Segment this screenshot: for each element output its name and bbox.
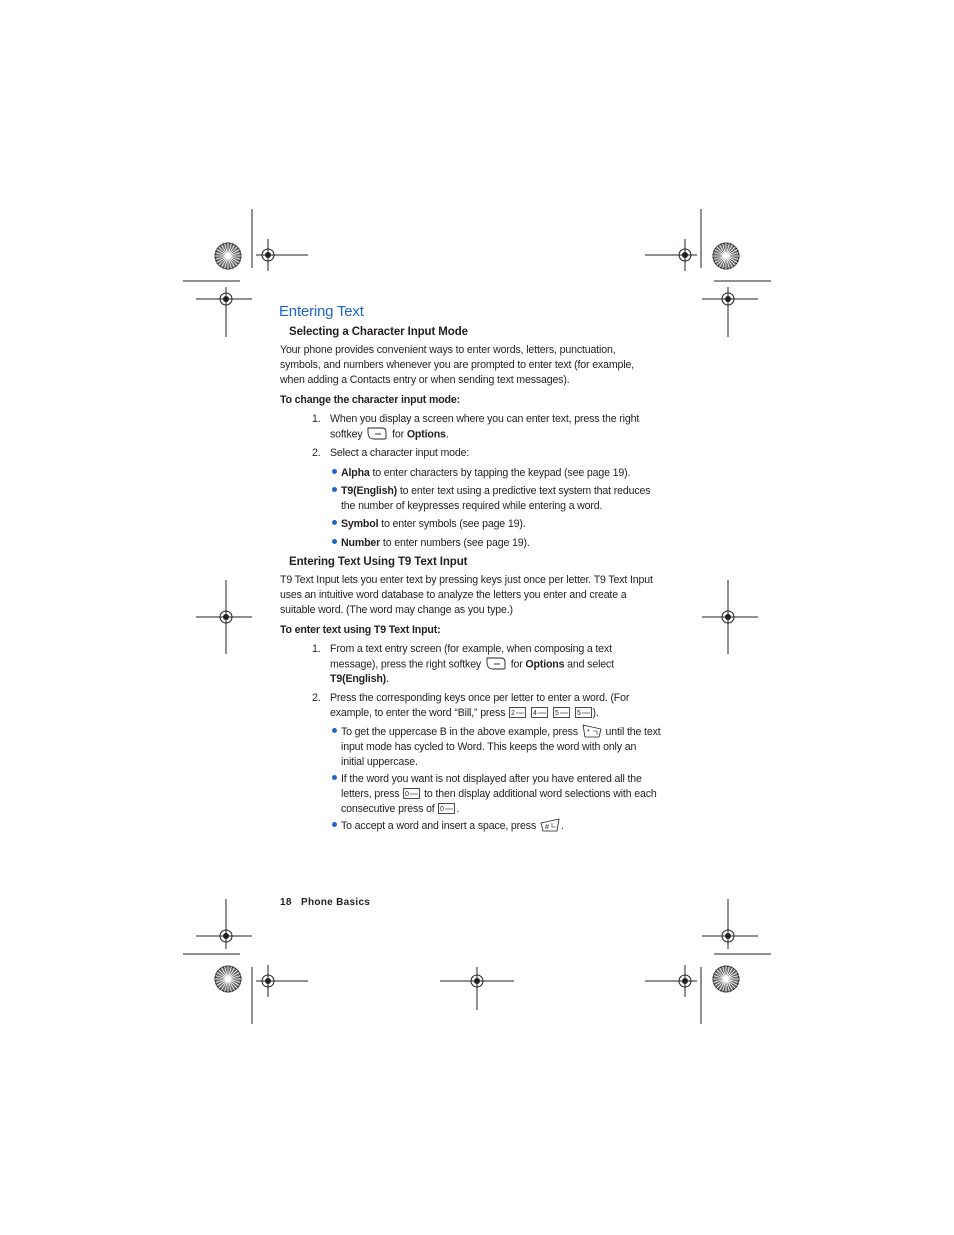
text-fragment: for	[392, 428, 405, 441]
key-5-icon	[575, 707, 592, 718]
intro-paragraph-t9	[280, 573, 653, 618]
text-fragment: softkey	[330, 428, 363, 441]
bullet-uppercase	[341, 725, 671, 770]
subsection-title-input-mode: Selecting a Character Input Mode	[289, 326, 468, 338]
intro-line: symbols, and numbers whenever you are prompted to enter text (for example,	[280, 359, 634, 371]
svg-text:5: 5	[576, 709, 581, 717]
bullet-alpha	[341, 466, 630, 481]
text-fragment: input mode has cycled to Word. This keeps the word with only an	[341, 741, 637, 753]
bullet-dot	[332, 487, 337, 492]
intro-line: T9 Text Input lets you enter text by pressing keys just once per letter. T9 Text Input	[280, 574, 653, 586]
subsection-title-t9: Entering Text Using T9 Text Input	[289, 556, 468, 568]
bullet-dot	[332, 775, 337, 780]
step-line	[330, 672, 670, 687]
bullet-dot	[332, 469, 337, 474]
text-fragment: until the text	[605, 726, 661, 738]
mode-name: T9(English)	[341, 485, 398, 497]
text-fragment: .	[456, 803, 460, 815]
step-text: Select a character input mode:	[330, 447, 470, 459]
bullet-space	[341, 819, 671, 834]
mode-name: Symbol	[341, 518, 379, 530]
text-fragment: to enter characters by tapping the keypad (see page 19).	[369, 467, 631, 479]
step-line: From a text entry screen (for example, when composing a text	[330, 643, 612, 655]
page-number: 18	[280, 897, 292, 908]
step-number: 1.	[312, 643, 321, 655]
bullet-symbol	[341, 517, 526, 532]
key-5-icon	[553, 707, 570, 718]
text-fragment: consecutive press of	[341, 803, 435, 815]
mode-name: T9(English)	[330, 673, 387, 686]
svg-text:*: *	[586, 729, 590, 737]
bullet-dot	[332, 728, 337, 733]
bullet-t9	[341, 484, 650, 514]
text-fragment: letters, press	[341, 788, 400, 800]
step-text	[330, 642, 670, 687]
svg-text:2: 2	[511, 709, 515, 717]
step-text	[330, 691, 670, 721]
section-title: Entering Text	[279, 303, 364, 320]
key-star-shift-icon	[582, 724, 602, 738]
svg-text:4: 4	[532, 709, 537, 717]
step-number: 1.	[312, 413, 321, 425]
key-0-next-icon	[438, 803, 455, 814]
text-fragment: ).	[592, 707, 599, 719]
softkey-right-icon	[485, 656, 507, 671]
text-fragment: the number of keypresses required while entering a word.	[341, 500, 603, 512]
bullet-dot	[332, 822, 337, 827]
intro-paragraph-input-mode	[280, 343, 634, 388]
text-fragment: To accept a word and insert a space, press	[341, 820, 537, 832]
svg-text:#: #	[544, 824, 549, 832]
intro-line: when adding a Contacts entry or when sending text messages).	[280, 374, 570, 386]
text-fragment: To get the uppercase B in the above example, press	[341, 726, 578, 738]
step-number: 2.	[312, 692, 321, 704]
key-4-icon	[531, 707, 548, 718]
step-number: 2.	[312, 447, 321, 459]
text-fragment: to then display additional word selections with each	[424, 788, 657, 800]
softkey-right-icon	[366, 426, 388, 441]
bullet-dot	[332, 539, 337, 544]
bullet-next-word	[341, 772, 671, 817]
step-line	[330, 657, 670, 672]
text-fragment: for	[510, 658, 523, 671]
text-fragment: .	[445, 428, 449, 441]
text-fragment: and select	[564, 658, 614, 671]
svg-text:0: 0	[405, 790, 410, 798]
key-2-icon	[509, 707, 526, 718]
page-footer	[280, 897, 370, 908]
intro-line: suitable word. (The word may change as you type.)	[280, 604, 513, 616]
text-fragment: example, to enter the word “Bill,” press	[330, 707, 506, 719]
svg-text:5: 5	[554, 709, 559, 717]
mode-name: Alpha	[341, 467, 370, 479]
step-line: Press the corresponding keys once per letter to enter a word. (For	[330, 692, 630, 704]
step-line	[330, 427, 670, 442]
text-fragment: to enter numbers (see page 19).	[380, 537, 530, 549]
text-fragment: initial uppercase.	[341, 756, 418, 768]
step-line: When you display a screen where you can enter text, press the right	[330, 413, 640, 425]
key-hash-space-icon	[540, 818, 560, 832]
procedure-title-change-mode: To change the character input mode:	[280, 394, 460, 406]
step-text	[330, 412, 670, 442]
text-fragment: to enter text using a predictive text system that reduces	[397, 485, 651, 497]
text-fragment: .	[560, 820, 564, 832]
step-line	[330, 706, 670, 721]
text-fragment: message), press the right softkey	[330, 658, 482, 671]
mode-name: Number	[341, 537, 381, 549]
options-label: Options	[406, 428, 446, 441]
bullet-number	[341, 536, 530, 551]
intro-line: uses an intuitive word database to analyze the letters you enter and create a	[280, 589, 627, 601]
procedure-title-t9: To enter text using T9 Text Input:	[280, 624, 441, 636]
text-fragment: If the word you want is not displayed after you have entered all the	[341, 773, 642, 785]
key-0-next-icon	[403, 788, 420, 799]
intro-line: Your phone provides convenient ways to enter words, letters, punctuation,	[280, 344, 616, 356]
svg-text:0: 0	[440, 805, 445, 813]
text-fragment: to enter symbols (see page 19).	[378, 518, 526, 530]
footer-section-name: Phone Basics	[300, 897, 371, 908]
options-label: Options	[525, 658, 565, 671]
bullet-dot	[332, 520, 337, 525]
text-fragment: .	[386, 673, 389, 686]
